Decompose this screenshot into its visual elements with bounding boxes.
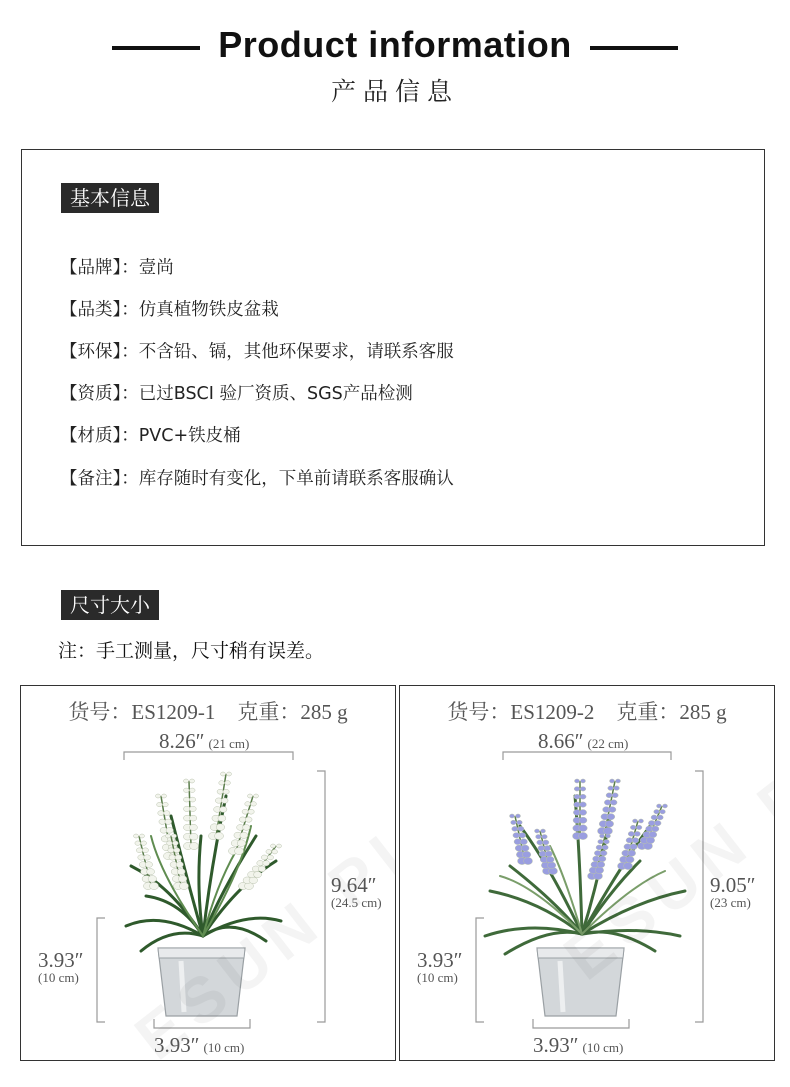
height-label-1: 9.64″ (24.5 cm)	[331, 873, 382, 911]
page-title: Product information	[0, 24, 790, 66]
product-header-2: 货号：ES1209-2 克重：285 g	[447, 700, 727, 724]
height-label-2: 9.05″ (23 cm)	[710, 873, 756, 911]
info-row-category: 【品类】：仿真植物铁皮盆栽	[60, 300, 279, 320]
basic-info-tag: 基本信息	[61, 183, 159, 213]
info-row-eco: 【环保】：不含铅、镉，其他环保要求，请联系客服	[60, 342, 454, 362]
info-row-material: 【材质】：PVC+铁皮桶	[60, 426, 241, 446]
pot-height-label-1: 3.93″ (10 cm)	[38, 948, 84, 986]
measurement-note: 注：手工测量，尺寸稍有误差。	[58, 640, 325, 662]
info-row-certification: 【资质】：已过BSCI 验厂资质、SGS产品检测	[60, 384, 413, 404]
basic-info-box	[21, 149, 765, 546]
info-row-brand: 【品牌】：壹尚	[60, 258, 174, 278]
page-subtitle: 产品信息	[330, 77, 459, 106]
width-label-2: 8.66″ (22 cm)	[538, 729, 629, 753]
pot-height-label-2: 3.93″ (10 cm)	[417, 948, 463, 986]
product-header-1: 货号：ES1209-1 克重：285 g	[68, 700, 348, 724]
pot-width-label-2: 3.93″ (10 cm)	[533, 1033, 624, 1057]
size-tag: 尺寸大小	[61, 590, 159, 620]
product-panel-2	[399, 685, 775, 1061]
pot-width-label-1: 3.93″ (10 cm)	[154, 1033, 245, 1057]
width-label-1: 8.26″ (21 cm)	[159, 729, 250, 753]
info-row-remark: 【备注】：库存随时有变化，下单前请联系客服确认	[60, 469, 454, 489]
product-panel-1	[20, 685, 396, 1061]
